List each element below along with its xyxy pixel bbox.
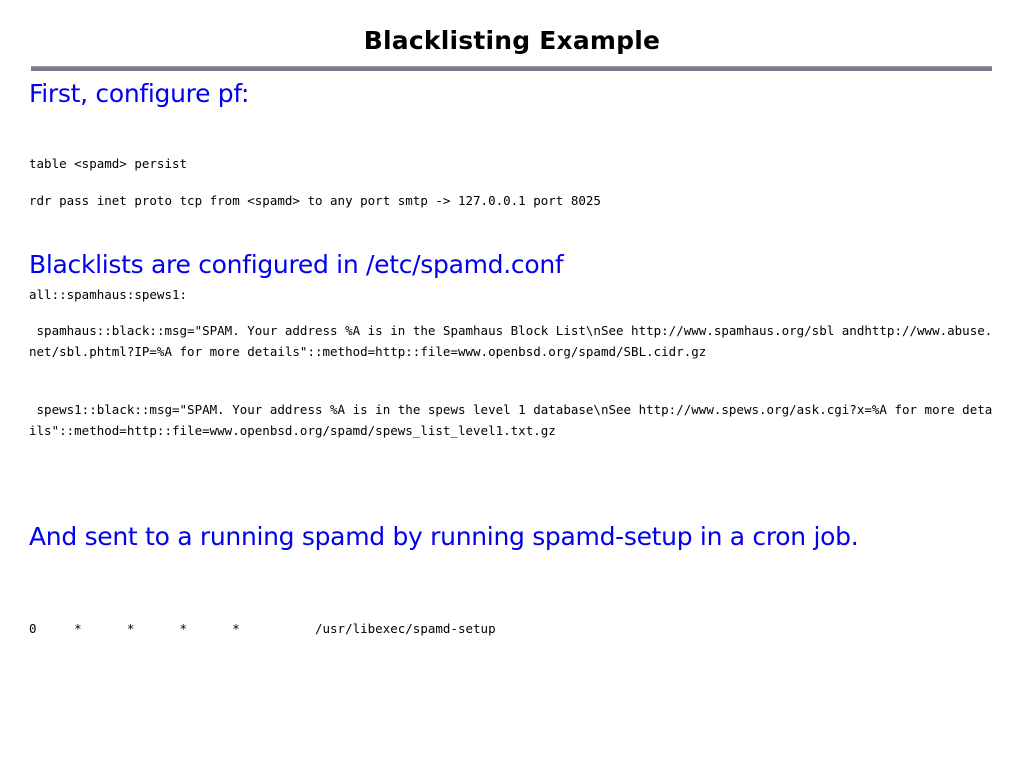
code-pf-table: table <spamd> persist — [29, 156, 188, 171]
code-pf-rdr: rdr pass inet proto tcp from <spamd> to any port smtp -> 127.0.0.1 port 8025 — [29, 193, 601, 208]
code-cron-entry: 0 * * * * /usr/libexec/spamd-setup — [29, 621, 496, 636]
heading-configure-pf: First, configure pf: — [29, 79, 250, 108]
code-spamd-conf-all: all::spamhaus:spews1: — [29, 287, 188, 302]
title-divider — [31, 66, 992, 71]
code-spamd-conf-spamhaus: spamhaus::black::msg="SPAM. Your address %A is in the Spamhaus Block List\nSee http://www.spamhaus.org/sbl andhttp://www.abuse.net/sbl.phtml?IP=%A for more details"::method=http::file=www.openbsd.org/spamd/SBL.cidr.gz — [29, 323, 993, 359]
page-title: Blacklisting Example — [363, 26, 661, 55]
code-spamd-conf-spews: spews1::black::msg="SPAM. Your address %A is in the spews level 1 database\nSee http://www.spews.org/ask.cgi?x=%A for more details"::method=http::file=www.openbsd.org/spamd/spews_list_level1.txt.gz — [29, 402, 993, 438]
heading-blacklists-config: Blacklists are configured in /etc/spamd.conf — [29, 250, 564, 279]
heading-spamd-setup-cron: And sent to a running spamd by running spamd-setup in a cron job. — [29, 522, 859, 551]
